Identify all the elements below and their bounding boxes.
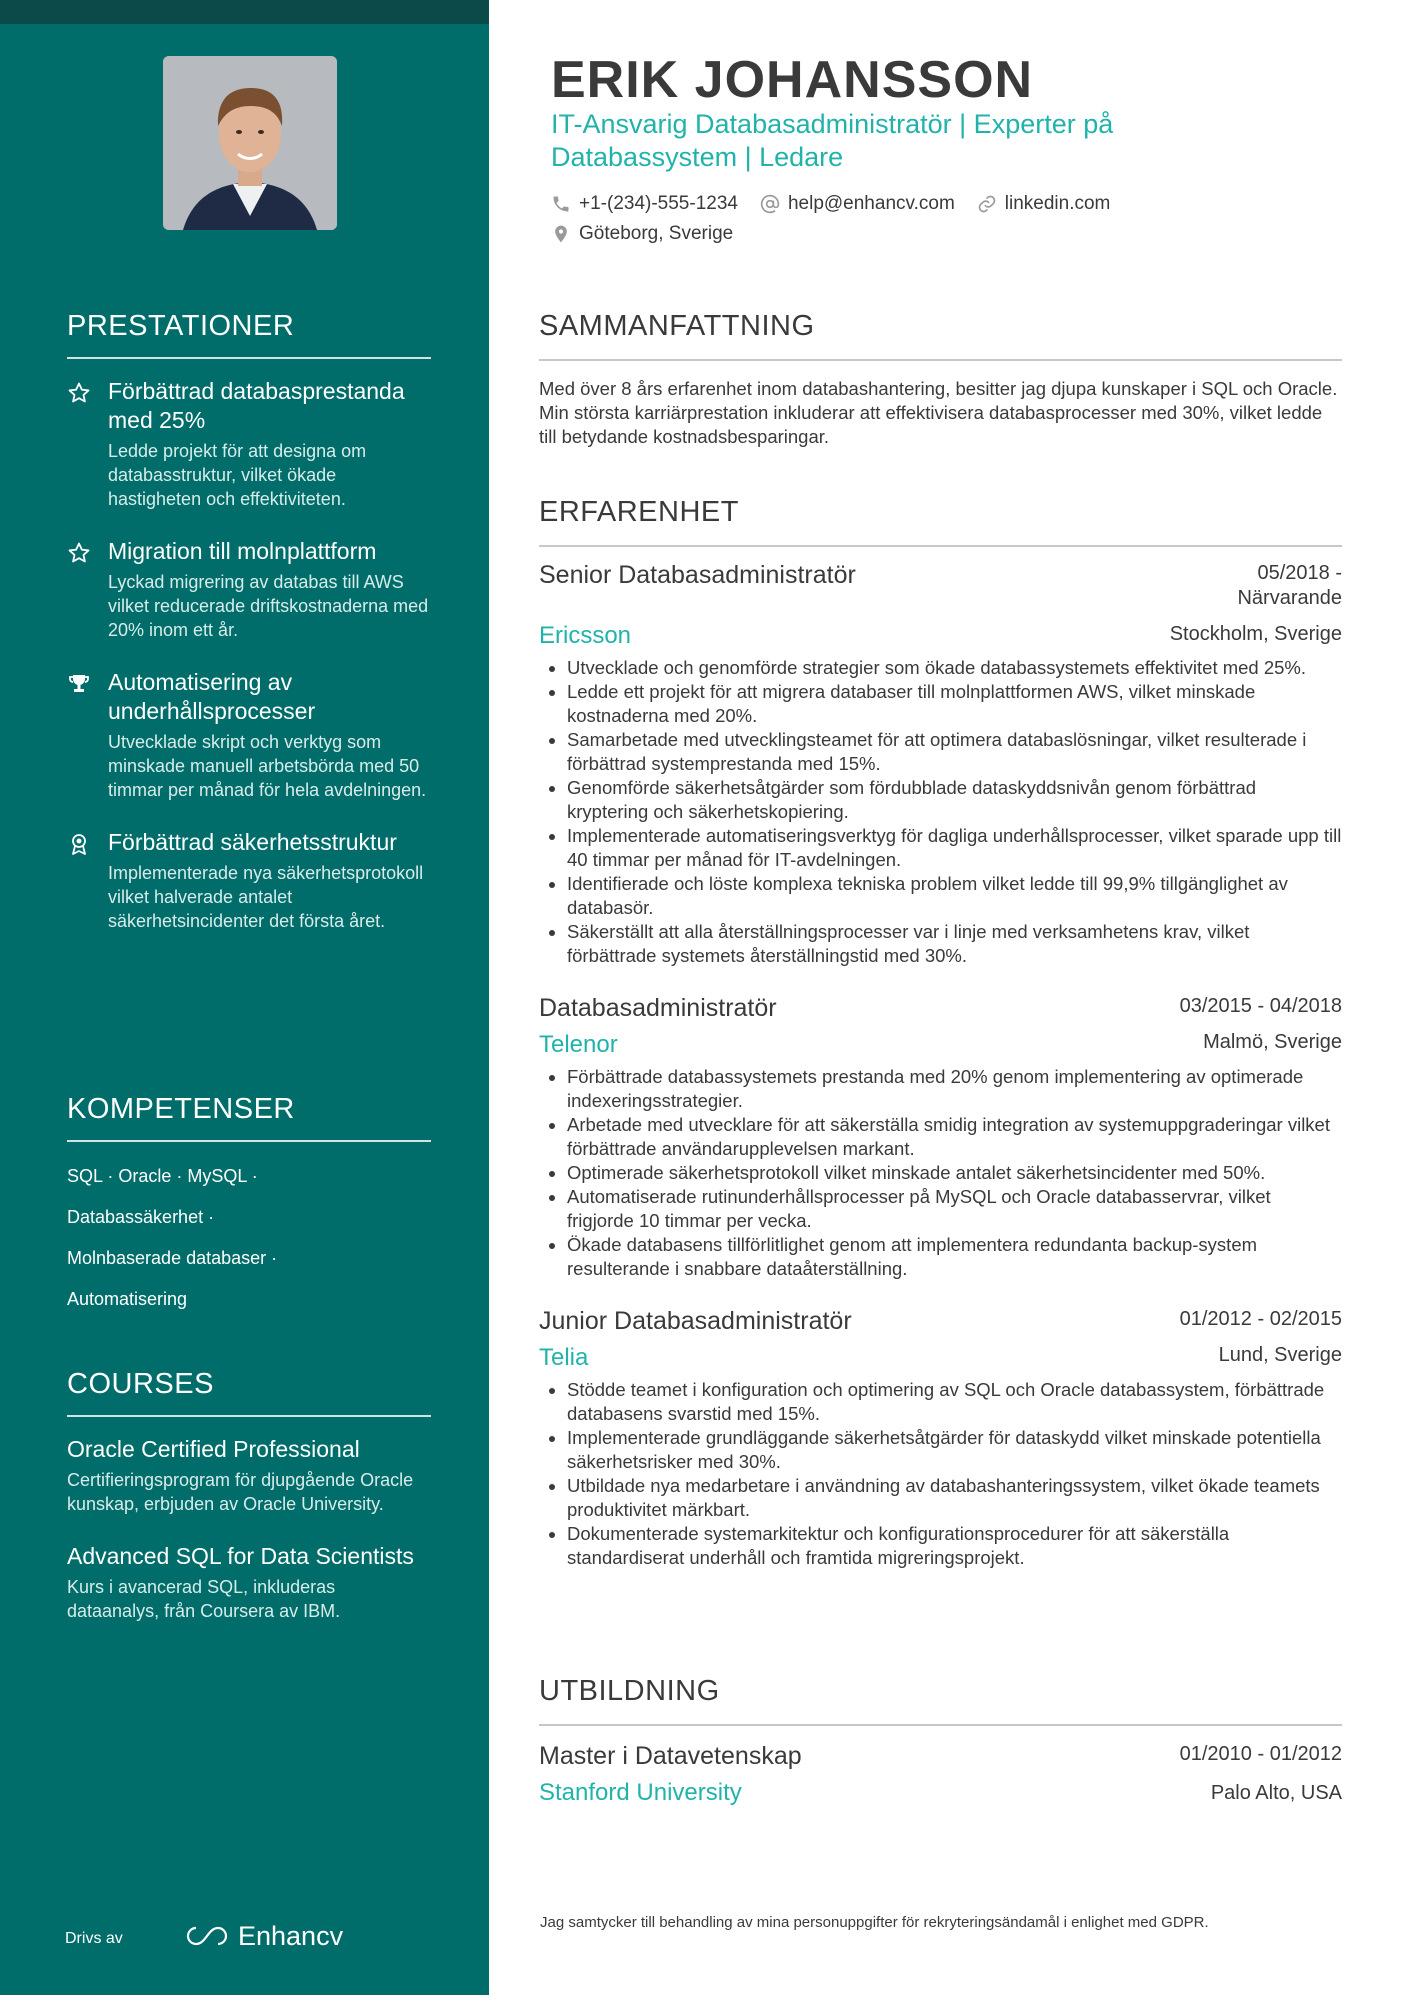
- phone-icon: [551, 194, 571, 214]
- courses-title: COURSES: [67, 1368, 431, 1417]
- job-entry: [539, 1307, 1342, 1570]
- enhancv-logo-text: Enhancv: [238, 1920, 344, 1951]
- location-pin-icon: [551, 224, 571, 244]
- candidate-name: ERIK JOHANSSON: [551, 51, 1034, 109]
- job-bullet: • Dokumenterade systemarkitektur och konfigurationsprocedurer för att säkerställa standardiserat underhåll och framtida migreringsprojekt.: [567, 1522, 1342, 1570]
- trophy-icon: [67, 672, 91, 696]
- job-bullets: [539, 1065, 1342, 1281]
- education-location: Palo Alto, USA: [1210, 1782, 1342, 1804]
- contact-row: [551, 223, 733, 245]
- achievement-title: Förbättrad databasprestanda med 25%: [108, 378, 405, 433]
- job-dates: [1180, 1307, 1342, 1332]
- education-entry: [539, 1742, 1342, 1807]
- achievement-title: Migration till molnplattform: [108, 538, 377, 564]
- skill-line: Automatisering: [67, 1289, 188, 1309]
- email-text: help@enhancv.com: [787, 193, 955, 214]
- skill-line: Databassäkerhet ·: [67, 1207, 215, 1227]
- experience-section: [539, 496, 1342, 1570]
- achievements-section: [67, 310, 431, 933]
- job-bullet: • Arbetade med utvecklare för att säkerställa smidig integration av systemuppgraderingar vilket förbättrade användarupplevelsen markant.: [567, 1113, 1342, 1161]
- education-section: [539, 1675, 1342, 1807]
- enhancv-logo-icon: [184, 1924, 230, 1948]
- profile-photo: [163, 56, 337, 230]
- powered-by-label: Drivs av: [65, 1930, 123, 1947]
- job-bullets: [539, 1378, 1342, 1570]
- contact-row: [551, 193, 1110, 215]
- headline: [551, 108, 1201, 174]
- job-bullet: • Genomförde säkerhetsåtgärder som fördubblade dataskyddsnivån genom förbättrad kryptering och säkerhetskopiering.: [567, 776, 1342, 824]
- job-role: Databasadministratör: [539, 994, 777, 1022]
- job-bullet: • Optimerade säkerhetsprotokoll vilket minskade antalet säkerhetsincidenter med 50%.: [567, 1161, 1342, 1185]
- job-bullet: • Utbildade nya medarbetare i användning av databashanteringssystem, vilket ökade teamets produktivitet märkbart.: [567, 1474, 1342, 1522]
- job-company: Telia: [539, 1344, 589, 1371]
- job-dates-line: Närvarande: [1237, 587, 1342, 609]
- phone-text: +1-(234)-555-1234: [579, 193, 738, 214]
- education-dates: 01/2010 - 01/2012: [1179, 1743, 1342, 1765]
- job-bullets: [539, 656, 1342, 968]
- courses-section: [67, 1368, 431, 1623]
- job-bullet: • Implementerade grundläggande säkerhetsåtgärder för dataskydd vilket minskade potentiella säkerhetsrisker med 30%.: [567, 1426, 1342, 1474]
- achievement-item: [67, 828, 431, 933]
- course-item: [67, 1435, 431, 1516]
- achievement-title: Förbättrad säkerhetsstruktur: [108, 829, 397, 855]
- job-bullet: • Automatiserade rutinunderhållsprocesser på MySQL och Oracle databasservrar, vilket frigjorde 10 timmar per vecka.: [567, 1185, 1342, 1233]
- achievement-description: Ledde projekt för att designa om databasstruktur, vilket ökade hastigheten och effektiviteten.: [108, 441, 367, 509]
- achievement-description: Utvecklade skript och verktyg som minskade manuell arbetsbörda med 50 timmar per månad för hela avdelningen.: [108, 732, 427, 800]
- headline-line: Databassystem | Ledare: [551, 142, 844, 172]
- job-bullet: • Ökade databasens tillförlitlighet genom att implementera redundanta backup-system resulterande i snabbare dataåterställning.: [567, 1233, 1342, 1281]
- skills-title: KOMPETENSER: [67, 1093, 431, 1142]
- job-dates-line: 05/2018 -: [1257, 562, 1342, 584]
- location-text: Göteborg, Sverige: [579, 223, 734, 244]
- job-bullet: • Identifierade och löste komplexa tekniska problem vilket ledde till 99,9% tillgänglighet av databasör.: [567, 872, 1342, 920]
- job-role: Senior Databasadministratör: [539, 561, 856, 589]
- contact-location: [551, 223, 733, 245]
- job-dates: [1237, 561, 1342, 611]
- summary-title: SAMMANFATTNING: [539, 310, 1342, 361]
- job-bullet: • Förbättrade databassystemets prestanda med 20% genom implementering av optimerade indexeringsstrategier.: [567, 1065, 1342, 1113]
- achievement-item: [67, 668, 431, 802]
- profile-photo-avatar: [163, 56, 337, 230]
- course-title: Advanced SQL for Data Scientists: [67, 1543, 414, 1569]
- job-location: Lund, Sverige: [1218, 1344, 1342, 1366]
- sidebar-top-band: [0, 0, 489, 24]
- achievement-description: Implementerade nya säkerhetsprotokoll vilket halverade antalet säkerhetsincidenter det första året.: [108, 863, 424, 931]
- job-bullet: • Utvecklade och genomförde strategier som ökade databassystemets effektivitet med 25%.: [567, 656, 1342, 680]
- star-icon: [67, 381, 91, 405]
- job-company: Telenor: [539, 1031, 618, 1058]
- course-description: Kurs i avancerad SQL, inkluderas dataanalys, från Coursera av IBM.: [67, 1577, 341, 1621]
- achievement-description: Lyckad migrering av databas till AWS vilket reducerade driftskostnaderna med 20% inom ett år.: [108, 572, 429, 640]
- job-bullet: • Ledde ett projekt för att migrera databaser till molnplattformen AWS, vilket minskade kostnaderna med 20%.: [567, 680, 1342, 728]
- course-description: Certifieringsprogram för djupgående Oracle kunskap, erbjuden av Oracle University.: [67, 1470, 414, 1514]
- skills-section: [67, 1093, 431, 1320]
- course-item: [67, 1542, 431, 1623]
- job-dates: [1180, 994, 1342, 1019]
- enhancv-logo[interactable]: [184, 1918, 343, 1954]
- achievements-title: PRESTATIONER: [67, 310, 431, 359]
- experience-title: ERFARENHET: [539, 496, 1342, 547]
- summary-section: [539, 310, 1342, 449]
- job-dates-line: 03/2015 - 04/2018: [1179, 995, 1342, 1017]
- skills-list: [67, 1156, 431, 1320]
- job-dates-line: 01/2012 - 02/2015: [1179, 1308, 1342, 1330]
- headline-line: IT-Ansvarig Databasadministratör | Experter på: [551, 109, 1114, 139]
- education-title: UTBILDNING: [539, 1675, 1342, 1726]
- job-entry: [539, 994, 1342, 1281]
- achievement-title: Automatisering av underhållsprocesser: [108, 669, 316, 724]
- award-icon: [67, 832, 91, 856]
- education-school: Stanford University: [539, 1779, 742, 1806]
- contact-linkedin[interactable]: [977, 193, 1111, 215]
- job-bullet: • Implementerade automatiseringsverktyg för dagliga underhållsprocesser, vilket sparade upp till 40 timmar per månad för IT-avdelningen.: [567, 824, 1342, 872]
- course-title: Oracle Certified Professional: [67, 1436, 360, 1462]
- job-bullet: • Säkerställt att alla återställningsprocesser var i linje med verksamhetens krav, vilket förbättrade systemets återställningstid med 30%.: [567, 920, 1342, 968]
- linkedin-text: linkedin.com: [1004, 193, 1111, 214]
- job-bullet: • Stödde teamet i konfiguration och optimering av SQL och Oracle databassystem, förbättrade databasens svarstid med 15%.: [567, 1378, 1342, 1426]
- achievement-item: [67, 377, 431, 511]
- contact-email[interactable]: [760, 193, 955, 215]
- skill-line: SQL · Oracle · MySQL ·: [67, 1166, 258, 1186]
- contact-phone[interactable]: [551, 193, 738, 215]
- at-icon: [760, 194, 780, 214]
- job-company: Ericsson: [539, 622, 632, 649]
- job-location: Malmö, Sverige: [1203, 1031, 1342, 1053]
- job-location: Stockholm, Sverige: [1169, 623, 1342, 645]
- gdpr-consent: Jag samtycker till behandling av mina personuppgifter för rekryteringsändamål i enlighet med GDPR.: [540, 1914, 1209, 1931]
- job-entry: [539, 561, 1342, 968]
- achievement-item: [67, 537, 431, 642]
- job-bullet: • Samarbetade med utvecklingsteamet för att optimera databaslösningar, vilket resulterade i förbättrad systemprestanda med 15%.: [567, 728, 1342, 776]
- sidebar: [0, 0, 489, 1995]
- summary-text: Med över 8 års erfarenhet inom databashantering, besitter jag djupa kunskaper i SQL och Oracle. Min största karriärprestation inkluderar att effektivisera databasprocesser med 30%, vilket ledde till betydande kostnadsbesparingar.: [539, 378, 1338, 447]
- skill-line: Molnbaserade databaser ·: [67, 1248, 278, 1268]
- education-degree: Master i Datavetenskap: [539, 1742, 802, 1770]
- job-role: Junior Databasadministratör: [539, 1307, 852, 1335]
- link-icon: [977, 194, 997, 214]
- star-icon: [67, 541, 91, 565]
